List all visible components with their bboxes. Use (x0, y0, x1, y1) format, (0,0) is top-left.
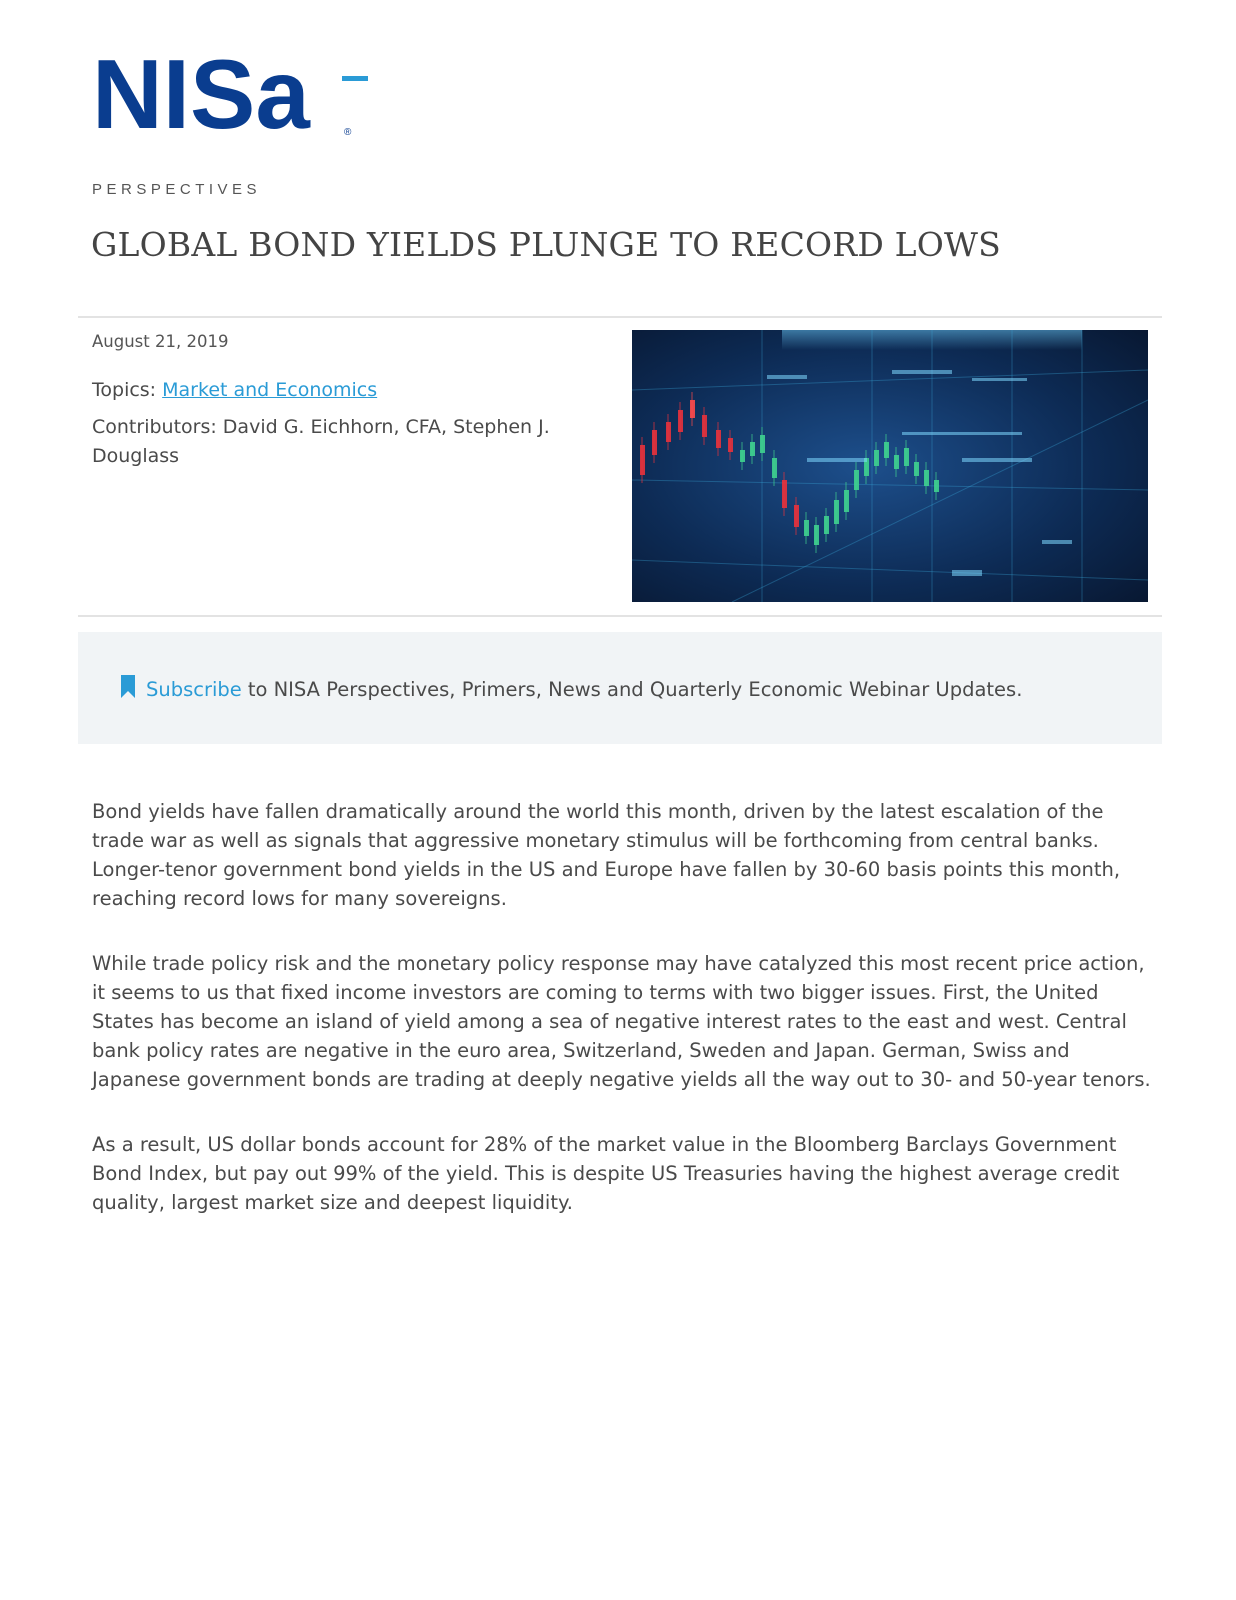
logo-wordmark: NISa (92, 50, 310, 140)
candle-body-21 (874, 450, 879, 466)
hero-image-graphic (632, 330, 1148, 602)
candle-body-25 (914, 462, 919, 476)
bookmark-icon (120, 675, 136, 704)
hero-image (632, 330, 1148, 602)
divider-bottom (78, 615, 1162, 617)
candle-body-12 (782, 480, 787, 508)
nisa-logo-graphic (92, 50, 382, 140)
candle-body-10 (760, 435, 765, 453)
candle-body-3 (678, 410, 683, 432)
contributors: Contributors: David G. Eichhorn, CFA, Stephen J. Douglass (92, 416, 550, 467)
candle-body-26 (924, 470, 929, 486)
section-kicker: PERSPECTIVES (92, 181, 262, 198)
topics-line (92, 379, 592, 401)
candle-body-15 (814, 525, 819, 545)
publish-date: August 21, 2019 (92, 332, 229, 351)
subscribe-text: to NISA Perspectives, Primers, News and Quarterly Economic Webinar Updates. (247, 678, 1023, 701)
candle-body-18 (844, 490, 849, 512)
candle-body-11 (772, 458, 777, 478)
candle-body-22 (884, 442, 889, 458)
candle-body-24 (904, 448, 909, 466)
candle-body-17 (834, 500, 839, 524)
divider-top (78, 316, 1162, 318)
candle-body-19 (854, 470, 859, 490)
paragraph-2: While trade policy risk and the monetary policy response may have catalyzed this most recent price action, it seems to us that fixed income investors are coming to terms with two bigger issues. First, the United States has become an island of yield among a sea of negative interest rates to the east and west. Central bank policy rates are negative in the euro area, Switzerland, Sweden and Japan. German, Swiss and Japanese government bonds are trading at deeply negative yields all the way out to 30- and 50-year tenors. (92, 952, 1151, 1091)
candle-body-7 (728, 438, 733, 452)
candle-body-9 (750, 442, 755, 456)
candle-body-14 (804, 520, 809, 536)
page-title: GLOBAL BOND YIELDS PLUNGE TO RECORD LOWS (91, 225, 1001, 264)
article-meta (92, 332, 592, 471)
subscribe-line (120, 675, 1022, 704)
candle-body-1 (652, 430, 657, 455)
candle-body-2 (666, 422, 671, 442)
logo-swoosh (342, 76, 368, 81)
topic-link-market-and-economics[interactable]: Market and Economics (162, 379, 378, 401)
candle-body-16 (824, 516, 829, 534)
paragraph-1: Bond yields have fallen dramatically around the world this month, driven by the latest escalation of the trade war as well as signals that aggressive monetary stimulus will be forthcoming from central banks. Longer-tenor government bond yields in the US and Europe have fallen by 30-60 basis points this month, reaching record lows for many sovereigns. (92, 800, 1121, 910)
nisa-logo[interactable] (92, 50, 382, 140)
article-body (92, 797, 1152, 1253)
subscribe-link[interactable]: Subscribe (146, 678, 242, 701)
paragraph-3: As a result, US dollar bonds account for 28% of the market value in the Bloomberg Barclays Government Bond Index, but pay out 99% of the yield. This is despite US Treasuries having the highest average credit quality, largest market size and deepest liquidity. (92, 1133, 1120, 1214)
candle-body-4 (690, 400, 695, 418)
candle-body-6 (716, 430, 721, 448)
candle-body-13 (794, 505, 799, 527)
candle-body-5 (702, 415, 707, 437)
topics-label: Topics: (92, 379, 157, 401)
registered-mark: ® (344, 127, 352, 138)
candle-body-0 (640, 445, 645, 475)
subscribe-banner (78, 632, 1162, 744)
candle-body-27 (934, 480, 939, 492)
hero-background (632, 330, 1148, 602)
candle-body-23 (894, 455, 899, 469)
candle-body-8 (740, 450, 745, 462)
